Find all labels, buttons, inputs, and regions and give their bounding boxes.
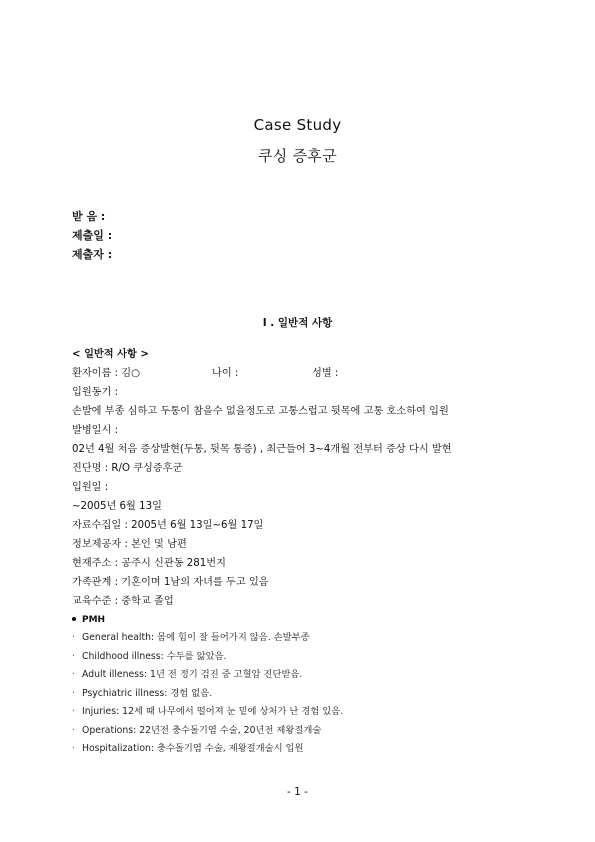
pmh-heading: PMH — [72, 611, 542, 629]
info-line: 현재주소 : 공주시 신관동 281번지 — [72, 558, 226, 569]
pmh-item: · Adult illeness: 1년 전 정기 검진 중 고혈압 진단받음. — [72, 669, 303, 680]
info-line: 자료수집일 : 2005년 6월 13일~6월 17일 — [72, 520, 264, 531]
page-number: - 1 - — [287, 786, 308, 798]
general-subheading: < 일반적 사항 > — [72, 349, 149, 360]
section-heading: I . 일반적 사항 — [262, 317, 333, 329]
pmh-section — [72, 611, 542, 759]
meta-submitter: 제출자 : — [72, 248, 113, 261]
pmh-item: · General health: 몸에 힘이 잘 들어가지 않음. 손발부종 — [72, 632, 310, 643]
patient-name: 환자이름 : 김○ — [72, 368, 141, 379]
general-info — [72, 345, 532, 611]
bullet-icon — [72, 617, 76, 621]
patient-age: 나이 : — [212, 368, 239, 379]
info-line: 02년 4월 처음 증상발현(두통, 뒷목 통증) , 최근들어 3~4개월 전부터 증상 다시 발현 — [72, 444, 452, 455]
meta-submitted-date: 제출일 : — [72, 229, 113, 242]
info-line: 입원동기 : — [72, 387, 119, 398]
info-line: 진단명 : R/O 쿠싱증후군 — [72, 463, 183, 474]
pmh-item: · Hospitalization: 충수돌기염 수술, 제왕절개술시 입원 — [72, 743, 304, 754]
patient-sex: 성별 : — [312, 368, 339, 379]
pmh-item: · Injuries: 12세 때 나무에서 떨어져 눈 밑에 상처가 난 경험 있음. — [72, 706, 344, 717]
document-title: Case Study — [253, 116, 342, 134]
document-subtitle: 쿠싱 증후군 — [257, 147, 338, 165]
info-line: 발병일시 : — [72, 425, 119, 436]
info-line: 손발에 부종 심하고 두통이 참을수 없을정도로 고통스럽고 뒷목에 고통 호소하여 입원 — [72, 406, 449, 417]
info-line: 정보제공자 : 본인 및 남편 — [72, 539, 187, 550]
info-line: ~2005년 6월 13일 — [72, 501, 162, 512]
pmh-item: · Operations: 22년전 충수돌기염 수술, 20년전 제왕절개술 — [72, 724, 322, 736]
pmh-item: · Childhood illness: 수두를 앓았음. — [72, 650, 227, 662]
patient-row — [72, 364, 532, 383]
info-line: 입원일 : — [72, 482, 109, 493]
pmh-item: · Psychiatric illness: 경험 없음. — [72, 687, 213, 699]
info-line: 교육수준 : 중학교 졸업 — [72, 596, 174, 607]
info-line: 가족관계 : 기혼이며 1남의 자녀를 두고 있음 — [72, 577, 269, 588]
meta-received: 받 음 : — [72, 210, 106, 223]
